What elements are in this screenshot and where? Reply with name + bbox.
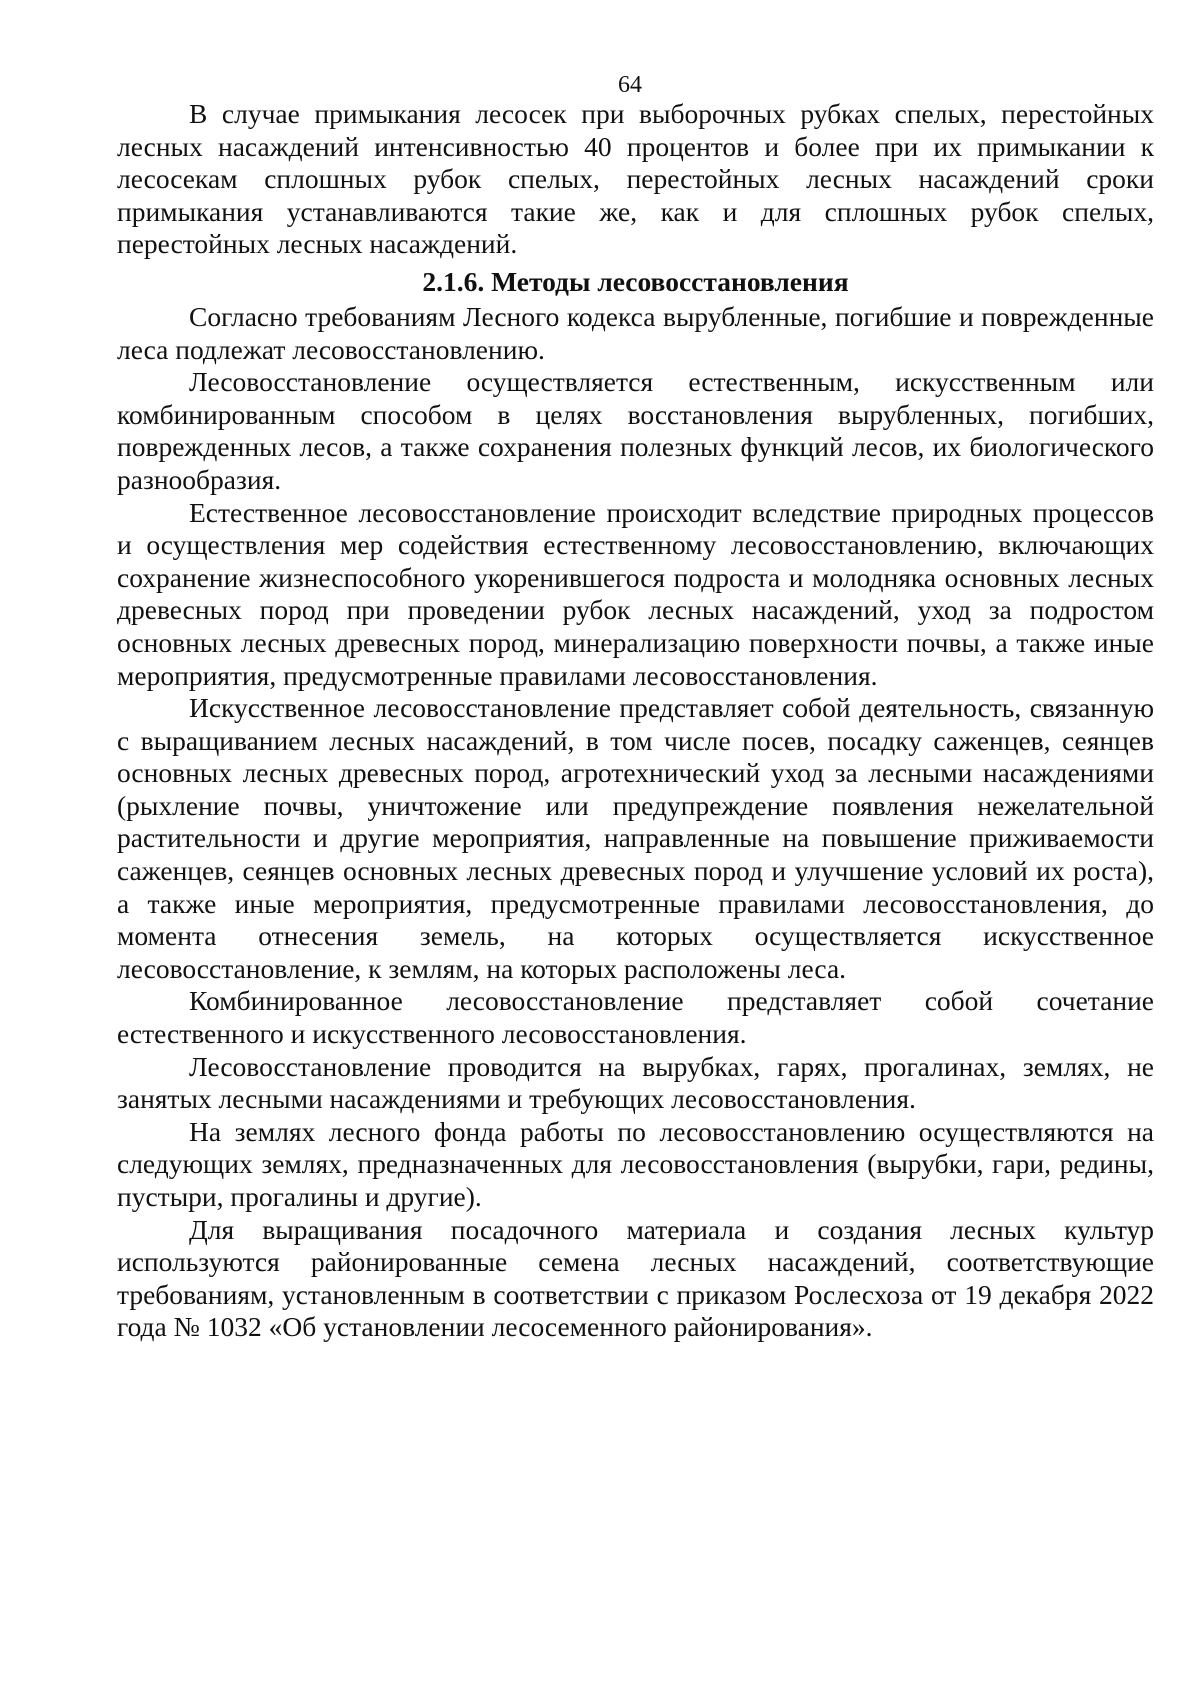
paragraph-natural-restoration: Естественное лесовосстановление происходит вследствие природных процессов и осуществления мер содействия естественному лесовосстановлению, включающих сохранение жизнеспособного укоренившегося подроста и молодняка основных лесных древесных пород при проведении рубок лесных насаждений, уход за подростом основных лесных древесных пород, минерализацию поверхности почвы, а также иные мероприятия, предусмотренные правилами лесовосстановления. xyxy=(117,496,1154,691)
page-number: 64 xyxy=(618,72,642,98)
paragraph-methods: Лесовосстановление осуществляется естественным, искусственным или комбинированным способом в целях восстановления вырубленных, погибших, поврежденных лесов, а также сохранения полезных функций лесов, их биологического разнообразия. xyxy=(117,366,1154,495)
paragraph-artificial-restoration: Искусственное лесовосстановление представляет собой деятельность, связанную с выращиванием лесных насаждений, в том числе посев, посадку саженцев, сеянцев основных лесных древесных пород, агротехнический уход за лесными насаждениями (рыхление почвы, уничтожение или предупреждение появления нежелательной растительности и другие мероприятия, направленные на повышение приживаемости саженцев, сеянцев основных лесных древесных пород и улучшение условий их роста), а также иные мероприятия, предусмотренные правилами лесовосстановления, до момента отнесения земель, на которых осуществляется искусственное лесовосстановление, к землям, на которых расположены леса. xyxy=(117,692,1154,984)
paragraph-forest-code: Согласно требованиям Лесного кодекса вырубленные, погибшие и поврежденные леса подлежат лесовосстановлению. xyxy=(117,300,1154,365)
paragraph-forest-fund-lands: На землях лесного фонда работы по лесовосстановлению осуществляются на следующих землях, предназначенных для лесовосстановления (вырубки, гари, редины, пустыри, прогалины и другие). xyxy=(117,1115,1154,1212)
section-heading: 2.1.6. Методы лесовосстановления xyxy=(422,265,849,297)
paragraph-seed-requirements: Для выращивания посадочного материала и создания лесных культур используются районированные семена лесных насаждений, соответствующие требованиям, установленным в соответствии с приказом Рослесхоза от 19 декабря 2022 года № 1032 «Об установлении лесосеменного районирования». xyxy=(117,1213,1154,1343)
paragraph-adjacency-rules: В случае примыкания лесосек при выборочных рубках спелых, перестойных лесных насаждений интенсивностью 40 процентов и более при их примыкании к лесосекам сплошных рубок спелых, перестойных лесных насаждений сроки примыкания устанавливаются такие же, как и для сплошных рубок спелых, перестойных лесных насаждений. xyxy=(117,98,1154,260)
document-body xyxy=(117,98,1154,1344)
paragraph-combined-restoration: Комбинированное лесовосстановление представляет собой сочетание естественного и искусственного лесовосстановления. xyxy=(117,985,1154,1050)
paragraph-restoration-sites: Лесовосстановление проводится на вырубках, гарях, прогалинах, землях, не занятых лесными насаждениями и требующих лесовосстановления. xyxy=(117,1050,1154,1115)
